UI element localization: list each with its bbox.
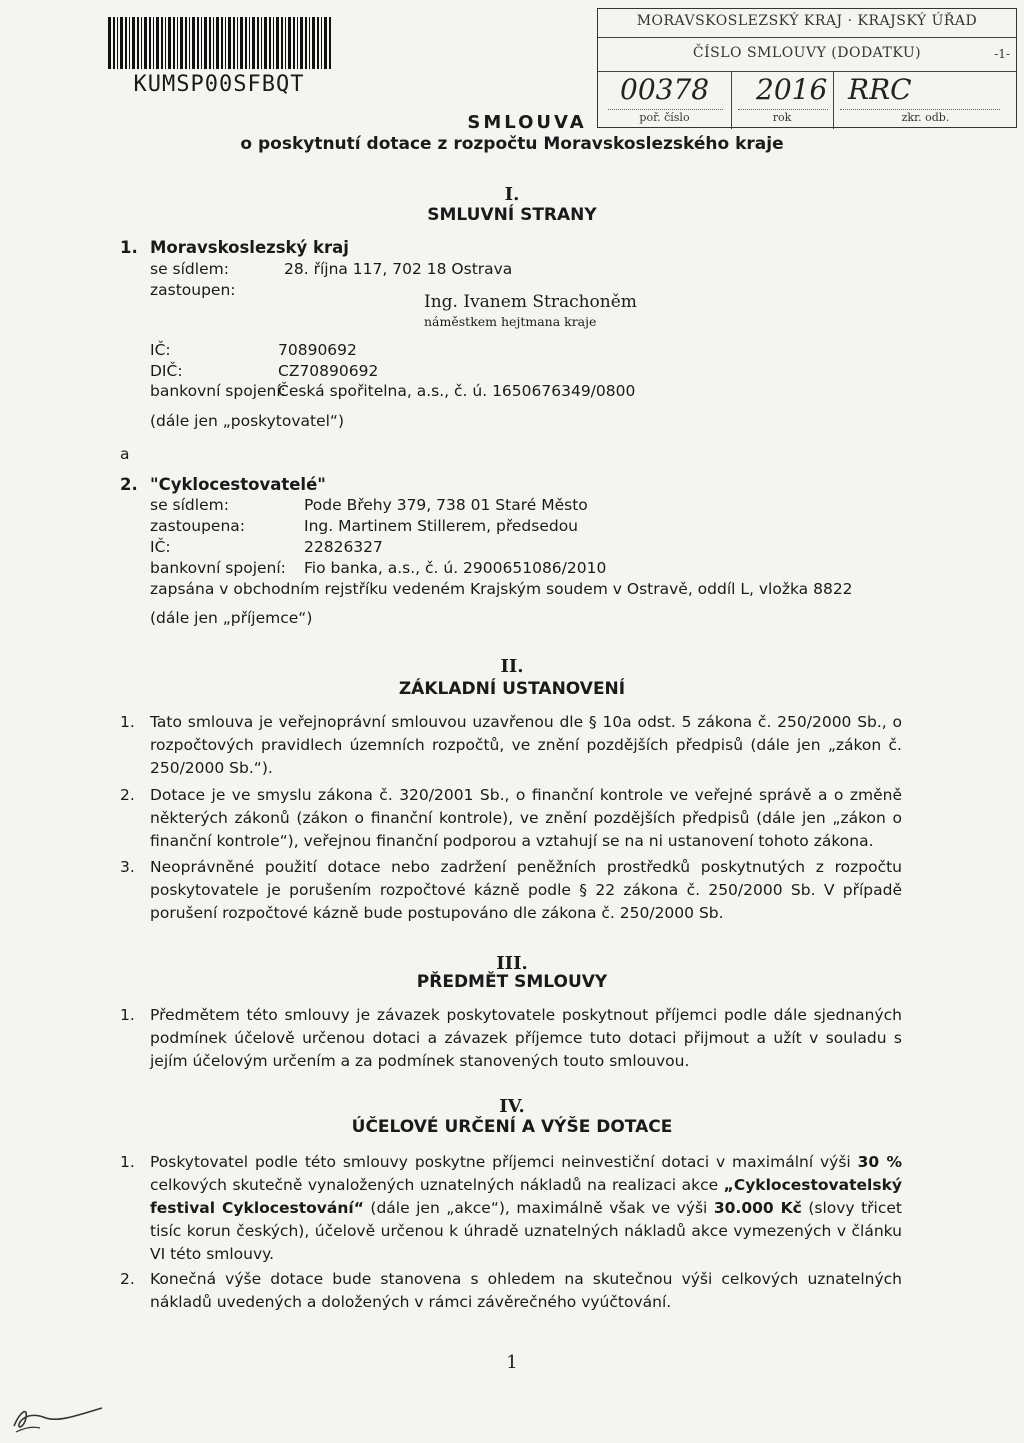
party-1-rep-role: náměstkem hejtmana kraje [424, 314, 597, 329]
stamp-year-label: rok [772, 111, 792, 124]
section-1-number: I. [504, 184, 520, 205]
stamp-year-handwritten: 2016 [756, 73, 828, 106]
s2-item-3-text: Neoprávněné použití dotace nebo zadržení peněžních prostředků poskytnutých z rozpočtu poskytovatele je porušením rozpočtové kázně podle § 22 zákona č. 250/2000 Sb. V případě porušení rozpočtové kázně bude postupováno dle zákona č. 250/2000 Sb. [150, 858, 902, 922]
section-3-heading: PŘEDMĚT SMLOUVY [416, 972, 608, 992]
page-number: 1 [506, 1352, 518, 1373]
barcode-label [100, 12, 338, 97]
s4-amount: 30.000 Kč [713, 1199, 802, 1217]
section-1-heading: SMLUVNÍ STRANY [427, 205, 597, 225]
stamp-caption: ČÍSLO SMLOUVY (DODATKU) [692, 45, 922, 61]
stamp-side-mark: -1- [994, 47, 1010, 61]
document-title: SMLOUVA [467, 112, 587, 133]
party-1-seat-label: se sídlem: [150, 260, 229, 278]
stamp-dept-label: zkr. odb. [901, 111, 950, 124]
s3-item-1-number: 1. [120, 1006, 135, 1024]
party-1-dic-value: CZ70890692 [278, 362, 379, 380]
section-2-heading: ZÁKLADNÍ USTANOVENÍ [398, 679, 626, 699]
s4-item-2-text: Konečná výše dotace bude stanovena s ohledem na skutečnou výši celkových uznatelných nákladů uvedených a doložených v rámci závěrečného vyúčtování. [150, 1270, 902, 1311]
stamp-authority: MORAVSKOSLEZSKÝ KRAJ · KRAJSKÝ ÚŘAD [636, 13, 978, 29]
party-2-name: "Cyklocestovatelé" [150, 475, 326, 494]
party-1-rep-name: Ing. Ivanem Strachoněm [424, 292, 637, 312]
section-3-number: III. [496, 953, 528, 974]
party-1-number: 1. [120, 238, 138, 257]
registry-stamp [597, 8, 1017, 128]
section-4-heading: ÚČELOVÉ URČENÍ A VÝŠE DOTACE [351, 1117, 673, 1137]
party-2-ic-label: IČ: [150, 538, 171, 556]
party-1-ic-value: 70890692 [278, 341, 357, 359]
parties-conjunction: a [120, 445, 130, 463]
party-1-bank-value: Česká spořitelna, a.s., č. ú. 1650676349/0800 [278, 382, 636, 400]
s4-item-1-number: 1. [120, 1153, 135, 1171]
s4-item-1-text: Poskytovatel podle této smlouvy poskytne příjemci neinvestiční dotaci v maximální výši 30 % celkových skutečně vynaložených uznatelných nákladů na realizaci akce „Cyklocestovatelský festival Cyklocestování“ (dále jen „akce“), maximálně však ve výši 30.000 Kč (slovy třicet tisíc korun českých), účelově určenou k úhradě uznatelných nákladů akce vymezených v článku VI této smlouvy. [150, 1153, 903, 1263]
section-4-number: IV. [499, 1096, 525, 1117]
party-2-bank-label: bankovní spojení: [150, 559, 286, 577]
party-2-bank-value: Fio banka, a.s., č. ú. 2900651086/2010 [304, 559, 607, 577]
initials-signature-icon [6, 1392, 106, 1438]
party-1-ic-label: IČ: [150, 341, 171, 359]
party-1-bank-label: bankovní spojení: [150, 382, 286, 400]
stamp-sequence-handwritten: 00378 [620, 73, 710, 106]
barcode-icon [108, 17, 334, 69]
party-2-alias: (dále jen „příjemce“) [150, 609, 313, 627]
party-1-dic-label: DIČ: [150, 362, 183, 380]
s2-item-2-text: Dotace je ve smyslu zákona č. 320/2001 Sb., o finanční kontrole ve veřejné správě a o změně některých zákonů (zákon o finanční kontrole), ve znění pozdějších předpisů (dále jen „zákon o finanční kontrole“), veřejnou finanční podporou a vztahují se na ni ustanovení tohoto zákona. [150, 786, 902, 850]
party-2-register: zapsána v obchodním rejstříku vedeném Krajským soudem v Ostravě, oddíl L, vložka 8822 [150, 580, 853, 598]
party-2-rep-label: zastoupena: [150, 517, 246, 535]
party-1-seat-value: 28. října 117, 702 18 Ostrava [284, 260, 513, 278]
s4-item-2-number: 2. [120, 1270, 135, 1288]
s3-item-1-text: Předmětem této smlouvy je závazek poskytovatele poskytnout příjemci podle dále sjednaných podmínek účelově určenou dotaci a závazek příjemce tuto dotaci přijmout a užít v souladu s jejím účelovým určením a za podmínek stanovených touto smlouvou. [150, 1006, 902, 1070]
section-2-number: II. [500, 656, 524, 677]
barcode-text: KUMSP00SFBQT [133, 72, 305, 97]
party-2-number: 2. [120, 475, 138, 494]
party-1-alias: (dále jen „poskytovatel“) [150, 412, 344, 430]
s2-item-1-number: 1. [120, 713, 135, 731]
party-1-name: Moravskoslezský kraj [150, 238, 349, 257]
s2-item-1-text: Tato smlouva je veřejnoprávní smlouvou uzavřenou dle § 10a odst. 5 zákona č. 250/2000 Sb., o rozpočtových pravidlech územních rozpočtů, ve znění pozdějších předpisů (dále jen „zákon č. 250/2000 Sb.“). [150, 713, 902, 777]
s2-item-2-number: 2. [120, 786, 135, 804]
party-2-rep-value: Ing. Martinem Stillerem, předsedou [304, 517, 578, 535]
s4-event-name: „Cyklocestovatelský festival Cyklocestování“ [150, 1176, 902, 1217]
s2-item-3-number: 3. [120, 858, 135, 876]
party-2-ic-value: 22826327 [304, 538, 383, 556]
stamp-dept-handwritten: RRC [848, 73, 912, 106]
party-2-seat-value: Pode Břehy 379, 738 01 Staré Město [304, 496, 588, 514]
s4-percent: 30 % [857, 1153, 903, 1171]
stamp-sequence-label: poř. číslo [639, 111, 690, 124]
party-1-rep-label: zastoupen: [150, 281, 236, 299]
document-subtitle: o poskytnutí dotace z rozpočtu Moravskoslezského kraje [240, 134, 784, 154]
party-2-seat-label: se sídlem: [150, 496, 229, 514]
